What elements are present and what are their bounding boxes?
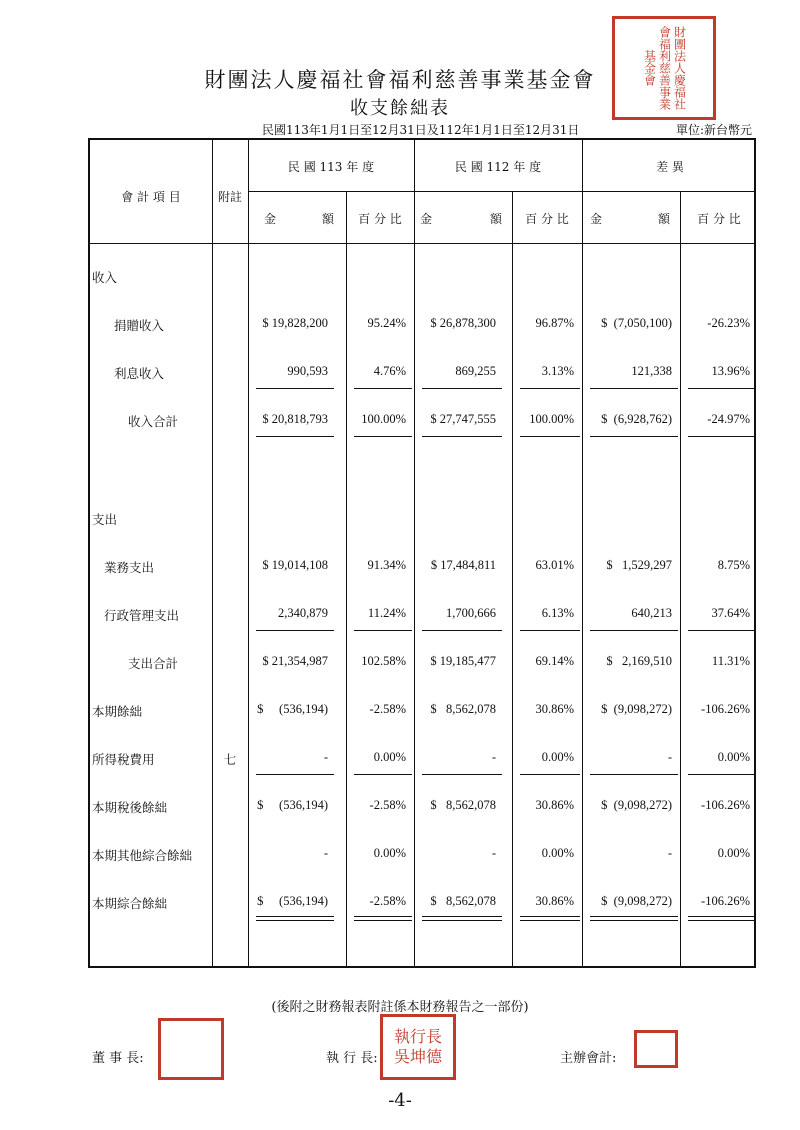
total-underline xyxy=(590,436,678,437)
total-underline xyxy=(354,774,412,775)
total-underline xyxy=(256,436,334,437)
accountant-seal xyxy=(634,1030,678,1068)
total-underline xyxy=(422,916,502,921)
row-label: 捐贈收入 xyxy=(114,318,165,333)
percent-cell: 0.00% xyxy=(373,750,406,764)
percent-cell: 4.76% xyxy=(373,364,406,378)
percent-cell: 91.34% xyxy=(367,558,406,572)
report-period: 民國113年1月1日至12月31日及112年1月1日至12月31日 xyxy=(262,123,580,137)
foundation-seal-text: 財團法人慶福社會福利慈善事業基金會 xyxy=(642,26,687,110)
percent-cell: -26.23% xyxy=(707,316,750,330)
amount-cell: 121,338 xyxy=(631,364,672,378)
row-label: 行政管理支出 xyxy=(104,608,180,623)
total-underline xyxy=(590,774,678,775)
amount-cell: $ 27,747,555 xyxy=(430,412,496,426)
row-label: 所得稅費用 xyxy=(92,752,155,767)
total-underline xyxy=(590,916,678,921)
percent-cell: 11.31% xyxy=(711,654,750,668)
total-underline xyxy=(688,916,756,921)
total-underline xyxy=(354,388,412,389)
amount-cell: 869,255 xyxy=(455,364,496,378)
chairman-seal xyxy=(158,1018,224,1080)
percent-cell: 100.00% xyxy=(361,412,406,426)
divider xyxy=(512,191,513,966)
total-underline xyxy=(422,630,502,631)
header-amount: 額 xyxy=(658,212,671,226)
header-group-112: 民 國 112 年 度 xyxy=(454,160,542,174)
amount-cell: - xyxy=(323,750,328,764)
percent-cell: 8.75% xyxy=(717,558,750,572)
amount-cell: $ (9,098,272) xyxy=(601,798,672,812)
percent-cell: 11.24% xyxy=(367,606,406,620)
percent-cell: 30.86% xyxy=(535,894,574,908)
row-label: 收入 xyxy=(92,270,118,285)
page-subtitle: 收支餘絀表 xyxy=(350,98,450,119)
total-underline xyxy=(422,774,502,775)
amount-cell: - xyxy=(323,846,328,860)
header-group-113: 民 國 113 年 度 xyxy=(287,160,375,174)
header-amount: 額 xyxy=(322,212,335,226)
header-amount: 金 xyxy=(264,212,277,226)
divider xyxy=(248,191,754,192)
percent-cell: 100.00% xyxy=(529,412,574,426)
header-percent: 百 分 比 xyxy=(525,212,569,226)
total-underline xyxy=(520,436,580,437)
row-label: 本期稅後餘絀 xyxy=(92,800,168,815)
total-underline xyxy=(256,630,334,631)
row-label: 支出 xyxy=(92,512,118,527)
amount-cell: $ 8,562,078 xyxy=(430,798,496,812)
total-underline xyxy=(590,630,678,631)
page-number: -4- xyxy=(388,1090,412,1111)
percent-cell: -2.58% xyxy=(369,702,406,716)
total-underline xyxy=(256,388,334,389)
ceo-label: 執 行 長: xyxy=(326,1051,378,1066)
amount-cell: $ 19,014,108 xyxy=(262,558,328,572)
total-underline xyxy=(256,916,334,921)
total-underline xyxy=(520,774,580,775)
row-note: 七 xyxy=(223,752,237,767)
divider xyxy=(346,191,347,966)
currency-unit: 單位:新台幣元 xyxy=(675,123,752,137)
percent-cell: 30.86% xyxy=(535,798,574,812)
percent-cell: 0.00% xyxy=(541,750,574,764)
row-label: 收入合計 xyxy=(128,414,179,429)
total-underline xyxy=(422,388,502,389)
total-underline xyxy=(256,774,334,775)
percent-cell: -2.58% xyxy=(369,894,406,908)
percent-cell: 0.00% xyxy=(717,846,750,860)
row-label: 利息收入 xyxy=(114,366,165,381)
amount-cell: - xyxy=(667,750,672,764)
amount-cell: $ 26,878,300 xyxy=(430,316,496,330)
total-underline xyxy=(688,388,756,389)
percent-cell: 0.00% xyxy=(541,846,574,860)
percent-cell: -106.26% xyxy=(701,894,750,908)
total-underline xyxy=(422,436,502,437)
amount-cell: $ 19,185,477 xyxy=(430,654,496,668)
amount-cell: $ 20,818,793 xyxy=(262,412,328,426)
percent-cell: 0.00% xyxy=(717,750,750,764)
row-label: 支出合計 xyxy=(128,656,179,671)
amount-cell: $ 17,484,811 xyxy=(430,558,496,572)
amount-cell: $ (536,194) xyxy=(257,702,328,716)
percent-cell: -2.58% xyxy=(369,798,406,812)
chairman-label: 董 事 長: xyxy=(92,1051,144,1066)
amount-cell: $ 19,828,200 xyxy=(262,316,328,330)
statement-table xyxy=(88,138,756,968)
row-label: 本期綜合餘絀 xyxy=(92,896,168,911)
amount-cell: 990,593 xyxy=(287,364,328,378)
amount-cell: $ (9,098,272) xyxy=(601,894,672,908)
amount-cell: $ 2,169,510 xyxy=(606,654,672,668)
footnote: (後附之財務報表附註係本財務報告之一部份) xyxy=(271,1000,529,1015)
total-underline xyxy=(354,436,412,437)
total-underline xyxy=(590,388,678,389)
amount-cell: $ 21,354,987 xyxy=(262,654,328,668)
total-underline xyxy=(354,630,412,631)
percent-cell: 30.86% xyxy=(535,702,574,716)
amount-cell: $ (536,194) xyxy=(257,798,328,812)
divider xyxy=(582,140,583,966)
total-underline xyxy=(520,630,580,631)
amount-cell: $ (9,098,272) xyxy=(601,702,672,716)
amount-cell: $ 8,562,078 xyxy=(430,702,496,716)
percent-cell: 102.58% xyxy=(361,654,406,668)
divider xyxy=(248,140,249,966)
total-underline xyxy=(520,916,580,921)
divider xyxy=(212,140,213,966)
percent-cell: -24.97% xyxy=(707,412,750,426)
percent-cell: 6.13% xyxy=(541,606,574,620)
page-title: 財團法人慶福社會福利慈善事業基金會 xyxy=(204,68,596,92)
total-underline xyxy=(688,630,756,631)
header-group-diff: 差 異 xyxy=(656,160,684,174)
header-amount: 金 xyxy=(590,212,603,226)
amount-cell: - xyxy=(491,750,496,764)
total-underline xyxy=(520,388,580,389)
amount-cell: - xyxy=(491,846,496,860)
divider xyxy=(90,243,754,244)
percent-cell: 63.01% xyxy=(535,558,574,572)
row-label: 本期餘絀 xyxy=(92,704,143,719)
divider xyxy=(414,140,415,966)
row-label: 業務支出 xyxy=(104,560,155,575)
percent-cell: 3.13% xyxy=(541,364,574,378)
amount-cell: $ 8,562,078 xyxy=(430,894,496,908)
accountant-label: 主辦會計: xyxy=(560,1051,617,1066)
amount-cell: 2,340,879 xyxy=(278,606,328,620)
total-underline xyxy=(688,436,756,437)
divider xyxy=(680,191,681,966)
header-amount: 額 xyxy=(490,212,503,226)
amount-cell: $ 1,529,297 xyxy=(606,558,672,572)
amount-cell: 640,213 xyxy=(631,606,672,620)
header-percent: 百 分 比 xyxy=(697,212,741,226)
amount-cell: $ (6,928,762) xyxy=(601,412,672,426)
total-underline xyxy=(688,774,756,775)
percent-cell: 69.14% xyxy=(535,654,574,668)
amount-cell: $ (7,050,100) xyxy=(601,316,672,330)
percent-cell: -106.26% xyxy=(701,798,750,812)
ceo-seal-text: 執行長吳坤德 xyxy=(393,1027,442,1066)
total-underline xyxy=(354,916,412,921)
ceo-seal xyxy=(380,1014,456,1080)
amount-cell: - xyxy=(667,846,672,860)
percent-cell: 96.87% xyxy=(535,316,574,330)
percent-cell: 95.24% xyxy=(367,316,406,330)
header-amount: 金 xyxy=(420,212,433,226)
row-label: 本期其他綜合餘絀 xyxy=(92,848,193,863)
amount-cell: $ (536,194) xyxy=(257,894,328,908)
header-note: 附註 xyxy=(217,190,242,204)
header-item: 會 計 項 目 xyxy=(121,190,181,204)
amount-cell: 1,700,666 xyxy=(446,606,496,620)
percent-cell: 0.00% xyxy=(373,846,406,860)
header-percent: 百 分 比 xyxy=(358,212,402,226)
percent-cell: 13.96% xyxy=(711,364,750,378)
percent-cell: 37.64% xyxy=(711,606,750,620)
percent-cell: -106.26% xyxy=(701,702,750,716)
